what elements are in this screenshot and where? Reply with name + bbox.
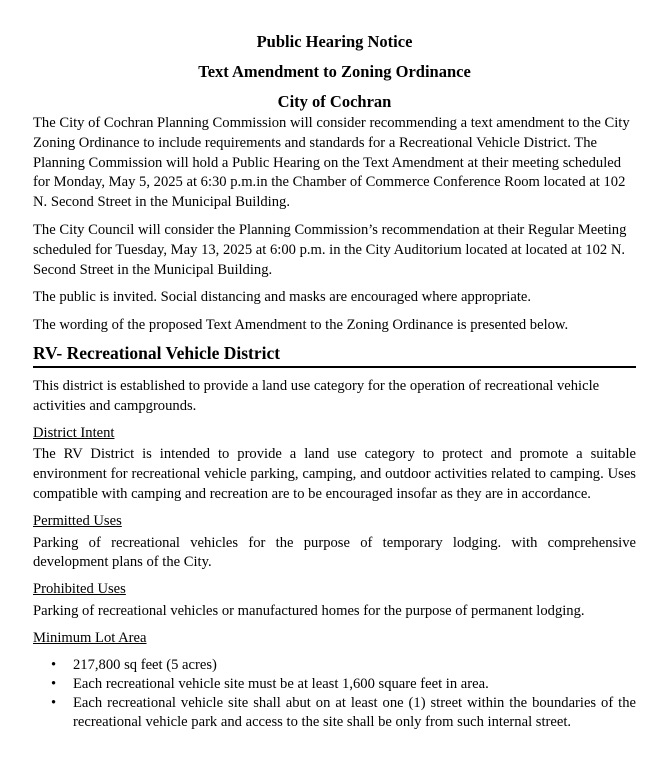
list-item-text: 217,800 sq feet (5 acres) — [73, 656, 217, 673]
district-intent-section — [33, 417, 636, 505]
list-item — [51, 694, 636, 732]
intro-paragraph-public-invited: The public is invited. Social distancing and masks are encouraged where appropriate. — [33, 289, 532, 306]
permitted-uses-text: Parking of recreational vehicles for the purpose of temporary lodging. with comprehensive development plans of the City. — [33, 534, 636, 571]
list-item-text: Each recreational vehicle site must be at least 1,600 square feet in area. — [73, 675, 489, 692]
bullet-icon: • — [51, 675, 57, 692]
district-heading: RV- Recreational Vehicle District — [33, 342, 636, 368]
city-name: City of Cochran — [277, 92, 392, 111]
intro-paragraph-city-council: The City Council will consider the Planning Commission’s recommendation at their Regular Meeting scheduled for Tuesday, May 13, 2025 at 6:00 p.m. in the City Auditorium located at located at 102 N. Second Street in the Municipal Building. — [33, 221, 627, 278]
list-item-text: Each recreational vehicle site shall abut on at least one (1) street within the boundaries of the recreational vehicle park and access to the site shall be only from such internal street. — [73, 694, 636, 731]
permitted-uses-heading: Permitted Uses — [33, 512, 122, 529]
notice-title: Public Hearing Notice — [256, 32, 413, 51]
bullet-icon: • — [51, 694, 57, 711]
bullet-icon: • — [51, 656, 57, 673]
prohibited-uses-section — [33, 573, 636, 622]
minimum-lot-area-section — [33, 622, 636, 733]
district-description: This district is established to provide a land use category for the operation of recreational vehicle activities and campgrounds. — [33, 377, 600, 414]
permitted-uses-section — [33, 505, 636, 573]
district-intent-heading: District Intent — [33, 424, 115, 441]
minimum-lot-area-heading: Minimum Lot Area — [33, 629, 147, 646]
district-intent-text: The RV District is intended to provide a land use category to protect and promote a suitable environment for recreational vehicle parking, camping, and outdoor activities related to camping. Uses compatible with camping and recreation are to be encouraged insofar as they are in accordance. — [33, 446, 636, 502]
intro-paragraph-planning-commission: The City of Cochran Planning Commission will consider recommending a text amendment to the City Zoning Ordinance to include requirements and standards for a Recreational Vehicle District. The Planning Commission will hold a Public Hearing on the Text Amendment at their meeting scheduled for Monday, May 5, 2025 at 6:30 p.m.in the Chamber of Commerce Conference Room located at 102 N. Second Street in the Municipal Building. — [33, 115, 630, 211]
notice-subtitle: Text Amendment to Zoning Ordinance — [198, 62, 471, 81]
minimum-lot-area-list — [33, 656, 636, 733]
intro-paragraph-wording: The wording of the proposed Text Amendment to the Zoning Ordinance is presented below. — [33, 317, 569, 334]
list-item — [51, 656, 636, 675]
prohibited-uses-heading: Prohibited Uses — [33, 581, 126, 598]
list-item — [51, 675, 636, 694]
prohibited-uses-text: Parking of recreational vehicles or manufactured homes for the purpose of permanent lodging. — [33, 602, 585, 619]
notice-document — [33, 32, 636, 732]
